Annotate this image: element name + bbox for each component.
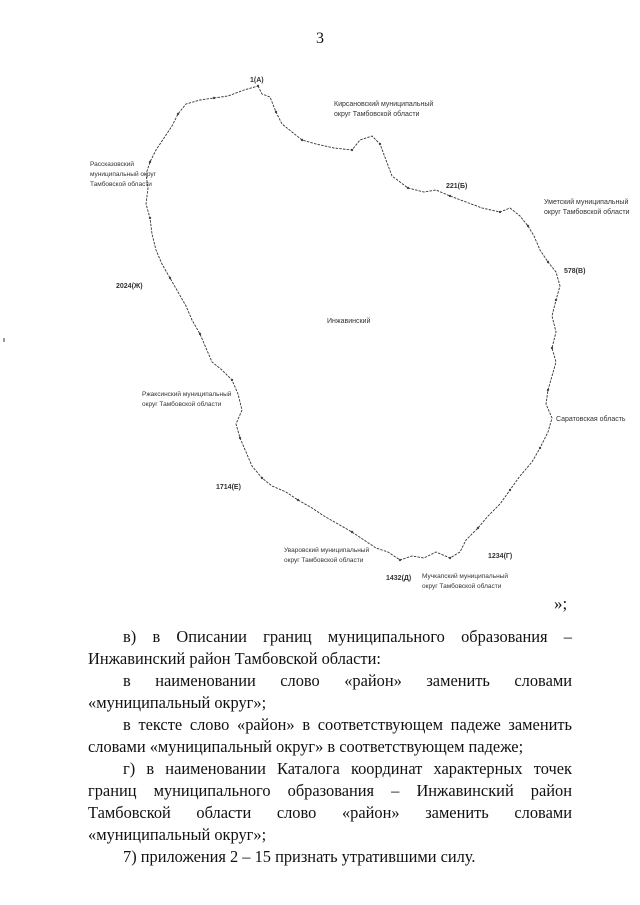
region-label-rzhaksa-line1: Ржаксинский муниципальный [142,391,232,398]
closing-quote: »; [554,594,568,613]
paragraph-v: в) в Описании границ муниципального образования – Инжавинский район Тамбовской области: [88,627,572,668]
region-label-rasskazovo-line2: муниципальный округ [90,171,156,178]
region-label-saratov: Саратовская область [556,416,626,423]
region-label-umet-line1: Уметский муниципальный [544,199,629,206]
point-label-d: 1432(Д) [386,575,412,582]
point-label-g: 1234(Г) [488,553,513,560]
region-label-uvarovo-line2: округ Тамбовской области [284,557,364,564]
point-label-zh: 2024(Ж) [116,283,143,290]
region-label-rasskazovo-line1: Рассказовский [90,161,135,168]
page-number: 3 [316,30,324,47]
paragraph-name-change: в наименовании слово «район» заменить словами «муниципальный округ»; [88,671,572,712]
region-label-rzhaksa-line2: округ Тамбовской области [142,401,222,408]
point-label-e: 1714(Е) [216,484,241,491]
region-label-rasskazovo-line3: Тамбовской области [90,181,152,188]
paragraph-g: г) в наименовании Каталога координат характерных точек границ муниципального образования – Инжавинский район Тамбовской области слово «район» заменить словами «муниципальный округ»; [88,759,572,844]
paragraph-text-change: в тексте слово «район» в соответствующем падеже заменить словами «муниципальный округ» в соответствующем падеже; [88,715,572,756]
point-label-a: 1(A) [250,77,264,84]
region-label-muchkap-line1: Мучкапский муниципальный [422,573,508,580]
region-label-uvarovo-line1: Уваровский муниципальный [284,547,370,554]
region-label-muchkap-line2: округ Тамбовской области [422,583,502,590]
paragraph-7: 7) приложения 2 – 15 признать утратившими силу. [123,847,476,866]
region-label-kirsanov-line2: округ Тамбовской области [334,111,420,118]
region-label-umet-line2: округ Тамбовской области [544,209,630,216]
point-label-v: 578(В) [564,268,586,275]
point-label-b: 221(Б) [446,183,468,190]
region-label-kirsanov-line1: Кирсановский муниципальный [334,101,434,108]
center-label: Инжавинский [327,318,371,325]
amendment-text [88,626,572,868]
